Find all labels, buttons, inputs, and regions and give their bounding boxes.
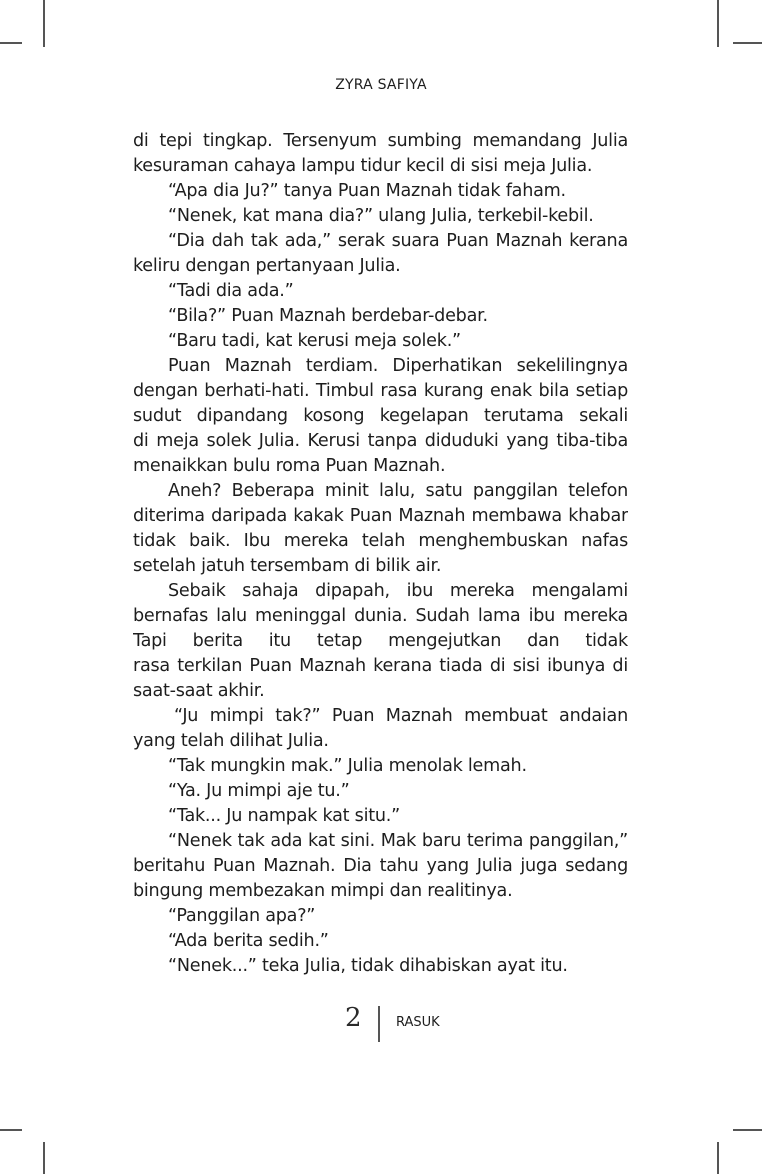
text-line: “Bila?” Puan Maznah berdebar-debar.	[168, 306, 488, 326]
text-line: yang telah dilihat Julia.	[133, 731, 329, 751]
text-line: “Ada berita sedih.”	[168, 931, 329, 951]
page-number: 2	[345, 1003, 362, 1033]
crop-mark-top-right-horizontal	[733, 42, 762, 44]
text-line: di tepi tingkap. Tersenyum sumbing memandang Julia	[133, 131, 628, 151]
text-line: di meja solek Julia. Kerusi tanpa diduduki yang tiba-tiba	[133, 431, 628, 451]
footer-divider	[378, 1006, 380, 1042]
text-line: keliru dengan pertanyaan Julia.	[133, 256, 401, 276]
crop-mark-bottom-right-vertical	[717, 1142, 719, 1174]
text-line: Puan Maznah terdiam. Diperhatikan sekelilingnya	[168, 356, 628, 376]
running-footer-book-title: RASUK	[396, 1015, 440, 1030]
text-line: sudut dipandang kosong kegelapan terutama sekali	[133, 406, 628, 426]
text-line: “Nenek tak ada kat sini. Mak baru terima panggilan,”	[168, 831, 628, 851]
running-header-author: ZYRA SAFIYA	[335, 77, 427, 93]
text-line: “Ya. Ju mimpi aje tu.”	[168, 781, 350, 801]
text-line: “Nenek...” teka Julia, tidak dihabiskan ayat itu.	[168, 956, 568, 976]
crop-mark-bottom-left-horizontal	[0, 1129, 22, 1131]
text-line: saat-saat akhir.	[133, 681, 265, 701]
body-text	[133, 129, 628, 979]
text-line: bernafas lalu meninggal dunia. Sudah lama ibu mereka	[133, 606, 628, 626]
text-line: rasa terkilan Puan Maznah kerana tiada di sisi ibunya di	[133, 656, 628, 676]
text-line: “Nenek, kat mana dia?” ulang Julia, terkebil-kebil.	[168, 206, 594, 226]
text-line: dengan berhati-hati. Timbul rasa kurang enak bila setiap	[133, 381, 628, 401]
text-line: “Dia dah tak ada,” serak suara Puan Maznah kerana	[168, 231, 628, 251]
text-line: tidak baik. Ibu mereka telah menghembuskan nafas	[133, 531, 628, 551]
text-line: “Tadi dia ada.”	[168, 281, 294, 301]
crop-mark-top-left-vertical	[43, 0, 45, 47]
crop-mark-bottom-right-horizontal	[733, 1129, 762, 1131]
text-line: “Apa dia Ju?” tanya Puan Maznah tidak faham.	[168, 181, 566, 201]
text-line: “Panggilan apa?”	[168, 906, 316, 926]
text-line: setelah jatuh tersembam di bilik air.	[133, 556, 442, 576]
crop-mark-top-left-horizontal	[0, 42, 22, 44]
crop-mark-top-right-vertical	[717, 0, 719, 47]
text-line: “Tak... Ju nampak kat situ.”	[168, 806, 400, 826]
text-line: menaikkan bulu roma Puan Maznah.	[133, 456, 446, 476]
text-line: beritahu Puan Maznah. Dia tahu yang Julia juga sedang	[133, 856, 628, 876]
text-line: bingung membezakan mimpi dan realitinya.	[133, 881, 513, 901]
text-line: “Baru tadi, kat kerusi meja solek.”	[168, 331, 461, 351]
text-line: Sebaik sahaja dipapah, ibu mereka mengalami	[168, 581, 628, 601]
text-line: “Tak mungkin mak.” Julia menolak lemah.	[168, 756, 527, 776]
text-line: Tapi berita itu tetap mengejutkan dan tidak	[133, 631, 628, 651]
text-line: kesuraman cahaya lampu tidur kecil di sisi meja Julia.	[133, 156, 593, 176]
text-line: “Ju mimpi tak?” Puan Maznah membuat andaian	[174, 706, 628, 726]
text-line: Aneh? Beberapa minit lalu, satu panggilan telefon	[168, 481, 628, 501]
text-line: diterima daripada kakak Puan Maznah membawa khabar	[133, 506, 628, 526]
crop-mark-bottom-left-vertical	[43, 1142, 45, 1174]
